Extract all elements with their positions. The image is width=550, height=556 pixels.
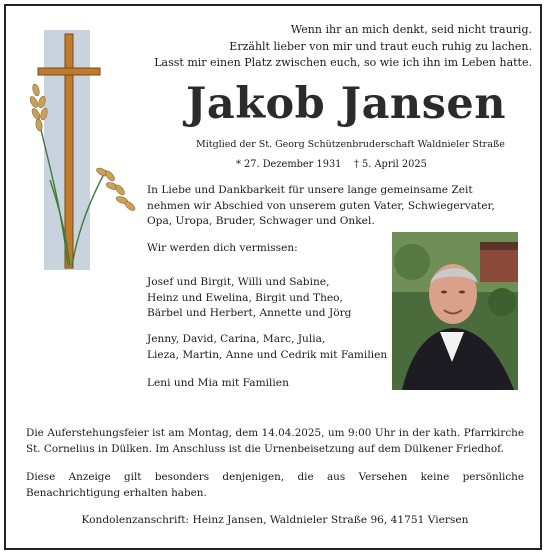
deceased-name: Jakob Jansen: [186, 79, 507, 129]
condolence-address: Kondolenzanschrift: Heinz Jansen, Waldnieler Straße 96, 41751 Viersen: [81, 514, 469, 526]
family-line: Josef und Birgit, Willi und Sabine,: [147, 276, 330, 288]
birth-date: * 27. Dezember 1931: [236, 159, 342, 170]
notice-text: Diese Anzeige gilt besonders denjenigen, die aus Versehen keine persönliche Benachrichtigung erhalten haben.: [26, 471, 524, 499]
poem-line: Lasst mir einen Platz zwischen euch, so wie ich ihn im Leben hatte.: [154, 56, 532, 69]
portrait-photo: [392, 232, 518, 390]
poem: [154, 22, 532, 72]
family-line: Leni und Mia mit Familien: [147, 377, 289, 389]
family-line: Heinz und Ewelina, Birgit und Theo,: [147, 291, 343, 304]
family-line: Bärbel und Herbert, Annette und Jörg: [147, 307, 352, 319]
poem-line: Erzählt lieber von mir und traut euch ruhig zu lachen.: [229, 39, 532, 53]
family-group-children: [147, 275, 351, 322]
poem-line: Wenn ihr an mich denkt, seid nicht traurig.: [290, 23, 532, 36]
cross-wheat-illustration: [30, 30, 142, 270]
membership-line: Mitglied der St. Georg Schützenbruderschaft Waldnieler Straße: [196, 139, 505, 150]
miss-line: Wir werden dich vermissen:: [147, 242, 298, 254]
cross-horizontal: [38, 68, 100, 75]
family-line: Lieza, Martin, Anne und Cedrik mit Familien: [147, 348, 388, 361]
family-group-great-grandchildren: [147, 376, 289, 392]
ceremony-text: Die Auferstehungsfeier ist am Montag, dem 14.04.2025, um 9:00 Uhr in der kath. Pfarrkirche St. Cornelius in Dülken. Im Anschluss ist die Urnenbeisetzung auf dem Dülkener Friedhof.: [26, 427, 524, 455]
intro-text: In Liebe und Dankbarkeit für unsere lange gemeinsame Zeit nehmen wir Abschied von unserem guten Vater, Schwiegervater, Opa, Uropa, Bruder, Schwager und Onkel.: [147, 184, 495, 227]
family-line: Jenny, David, Carina, Marc, Julia,: [147, 333, 326, 345]
death-date: † 5. April 2025: [354, 159, 427, 170]
family-group-grandchildren: [147, 332, 387, 363]
wheat-ear-right: [95, 166, 136, 212]
